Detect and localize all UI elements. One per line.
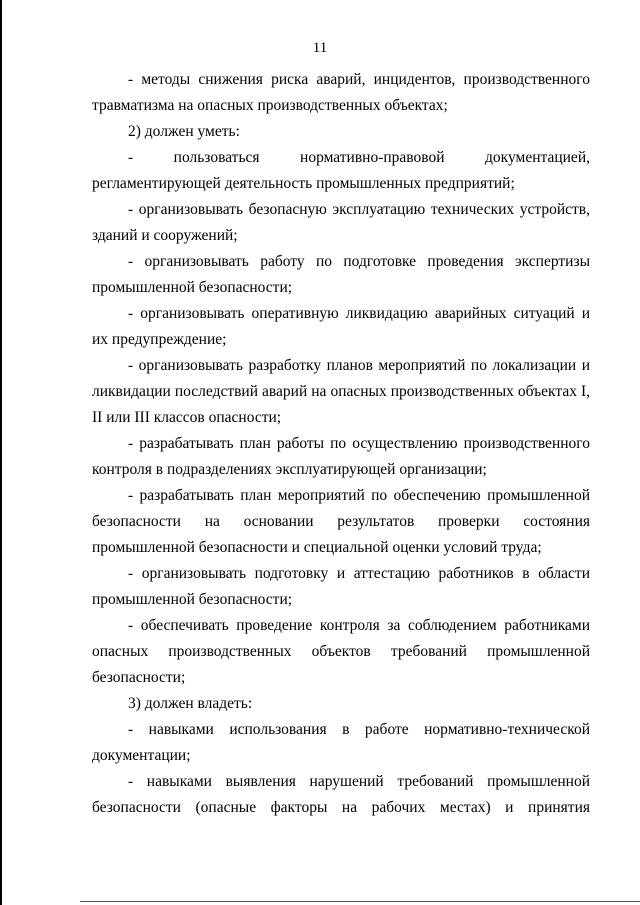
section-heading-must-master: 3) должен владеть: (128, 695, 253, 712)
document-body (92, 67, 590, 821)
paragraph-safe-operation: - организовывать безопасную эксплуатацию технических устройств, зданий и сооружений; (92, 201, 590, 244)
paragraph-training-certification: - организовывать подготовку и аттестацию работников в области промышленной безопасности; (92, 565, 590, 608)
paragraph-compliance-control: - обеспечивать проведение контроля за соблюдением работниками опасных производственных объектов требований промышленной безопасности; (92, 617, 590, 686)
paragraph-safety-measures-plan: - разрабатывать план мероприятий по обеспечению промышленной безопасности на основании результатов проверки состояния промышленной безопасности и специальной оценки условий труда; (92, 487, 590, 556)
paragraph-technical-documentation-skills: - навыками использования в работе нормативно-технической документации; (92, 721, 590, 764)
page-number: 11 (312, 40, 328, 56)
paragraph-expertise-preparation: - организовывать работу по подготовке проведения экспертизы промышленной безопасности; (92, 253, 590, 296)
page-edge-shadow (0, 0, 2, 905)
paragraph-emergency-liquidation: - организовывать оперативную ликвидацию аварийных ситуаций и их предупреждение; (92, 305, 590, 348)
paragraph-localization-plans: - организовывать разработку планов мероприятий по локализации и ликвидации последствий аварий на опасных производственных объектах I, II или III классов опасности; (92, 357, 590, 426)
section-heading-must-be-able: 2) должен уметь: (128, 123, 240, 140)
paragraph-production-control-plan: - разрабатывать план работы по осуществлению производственного контроля в подразделениях эксплуатирующей организации; (92, 435, 590, 478)
page-bottom-edge (80, 901, 640, 902)
paragraph-violation-detection-skills: - навыками выявления нарушений требований промышленной безопасности (опасные факторы на рабочих местах) и принятия (92, 773, 590, 816)
paragraph-use-documentation: - пользоваться нормативно-правовой документацией, регламентирующей деятельность промышленных предприятий; (92, 149, 590, 192)
paragraph-risk-methods: - методы снижения риска аварий, инцидентов, производственного травматизма на опасных производственных объектах; (92, 71, 590, 114)
